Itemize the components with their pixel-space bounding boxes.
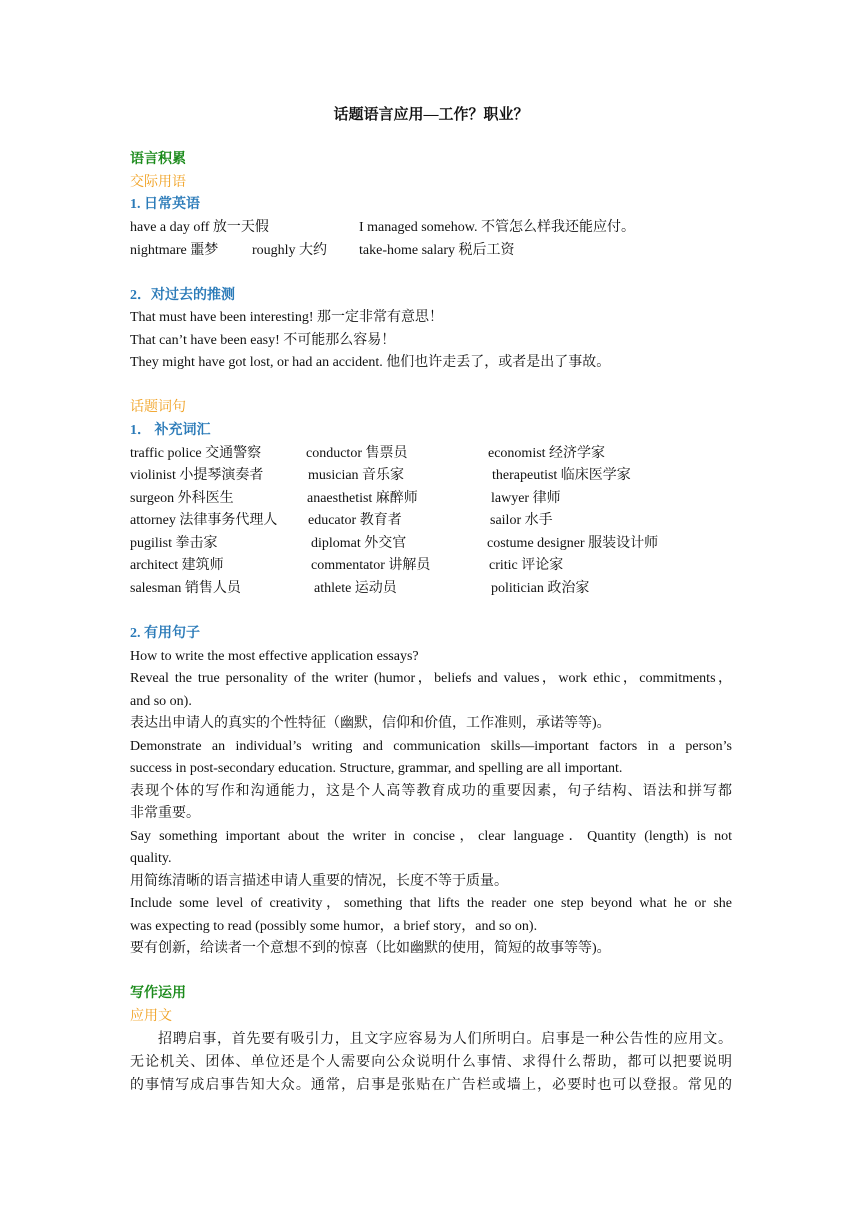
- vocab-item: violinist 小提琴演奏者: [130, 468, 264, 483]
- sentence-line: was expecting to read (possibly some humor，a brief story，and so on).: [130, 919, 538, 934]
- vocab-item: pugilist 拳击家: [130, 536, 218, 551]
- vocab-item: costume designer 服装设计师: [487, 536, 659, 551]
- vocab-item: athlete 运动员: [314, 581, 397, 596]
- vocab-item: lawyer 律师: [491, 491, 561, 506]
- daily-phrase: I managed somehow. 不管怎么样我还能应付。: [359, 220, 635, 235]
- sentence-line: and so on).: [130, 694, 192, 709]
- sentence-line: Say something important about the writer in concise，clear language．Quantity (length) is not: [130, 829, 732, 844]
- sentence-line: Demonstrate an individual’s writing and communication skills—important factors in a person’s: [130, 739, 732, 754]
- heading-useful-sentences: 2. 有用句子: [130, 626, 200, 641]
- sentence-line: 用简练清晰的语言描述申请人重要的情况，长度不等于质量。: [130, 874, 508, 889]
- vocab-item: diplomat 外交官: [311, 536, 407, 551]
- sentence-line: 要有创新，给读者一个意想不到的惊喜（比如幽默的使用，简短的故事等等)。: [130, 941, 611, 956]
- sentence-line: 表现个体的写作和沟通能力，这是个人高等教育成功的重要因素，句子结构、语法和拼写都: [130, 784, 732, 799]
- vocab-item: anaesthetist 麻醉师: [307, 491, 418, 506]
- sentence-line: success in post-secondary education. Structure, grammar, and spelling are all important.: [130, 761, 623, 776]
- heading-vocabulary: 1． 补充词汇: [130, 423, 211, 438]
- page-title: 话题语言应用—工作？职业？: [333, 107, 529, 123]
- subheading-topic-words: 话题词句: [130, 400, 186, 415]
- section-heading-writing: 写作运用: [130, 986, 186, 1001]
- heading-past-speculation: 2．对过去的推测: [130, 288, 235, 303]
- vocab-item: economist 经济学家: [488, 446, 606, 461]
- daily-phrase: roughly 大约: [252, 243, 328, 258]
- vocab-item: commentator 讲解员: [311, 558, 431, 573]
- sentence-line: quality.: [130, 851, 172, 866]
- sentence-line: How to write the most effective application essays?: [130, 649, 419, 664]
- sentence-line: Reveal the true personality of the writer (humor，beliefs and values，work ethic，commitments，: [130, 671, 732, 686]
- vocab-item: musician 音乐家: [308, 468, 405, 483]
- vocab-item: conductor 售票员: [306, 446, 408, 461]
- vocab-item: sailor 水手: [490, 513, 553, 528]
- past-sentence: That can’t have been easy! 不可能那么容易！: [130, 333, 396, 348]
- daily-phrase: take-home salary 税后工资: [359, 243, 515, 258]
- sentence-line: Include some level of creativity，something that lifts the reader one step beyond what he or she: [130, 896, 732, 911]
- subheading-communication: 交际用语: [130, 175, 186, 190]
- section-heading-language: 语言积累: [130, 152, 186, 167]
- subheading-applied-writing: 应用文: [130, 1009, 172, 1024]
- vocab-item: attorney 法律事务代理人: [130, 513, 278, 528]
- daily-phrase: nightmare 噩梦: [130, 243, 219, 258]
- vocab-item: therapeutist 临床医学家: [492, 468, 631, 483]
- paragraph-line: 的事情写成启事告知大众。通常，启事是张贴在广告栏或墙上，必要时也可以登报。常见的: [130, 1078, 732, 1093]
- paragraph-line: 招聘启事，首先要有吸引力，且文字应容易为人们所明白。启事是一种公告性的应用文。: [158, 1032, 732, 1047]
- vocab-item: architect 建筑师: [130, 558, 224, 573]
- daily-phrase: have a day off 放一天假: [130, 220, 269, 235]
- vocab-item: critic 评论家: [489, 558, 564, 573]
- past-sentence: That must have been interesting! 那一定非常有意思！: [130, 310, 443, 325]
- vocab-item: politician 政治家: [491, 581, 590, 596]
- sentence-line: 表达出申请人的真实的个性特征（幽默，信仰和价值，工作准则，承诺等等)。: [130, 716, 611, 731]
- vocab-item: salesman 销售人员: [130, 581, 241, 596]
- heading-daily-english: 1. 日常英语: [130, 197, 200, 212]
- vocab-item: educator 教育者: [308, 513, 402, 528]
- vocab-item: surgeon 外科医生: [130, 491, 234, 506]
- paragraph-line: 无论机关、团体、单位还是个人需要向公众说明什么事情、求得什么帮助，都可以把要说明: [130, 1055, 732, 1070]
- vocab-item: traffic police 交通警察: [130, 446, 262, 461]
- past-sentence: They might have got lost, or had an accident. 他们也许走丢了，或者是出了事故。: [130, 355, 611, 370]
- sentence-line: 非常重要。: [130, 806, 200, 821]
